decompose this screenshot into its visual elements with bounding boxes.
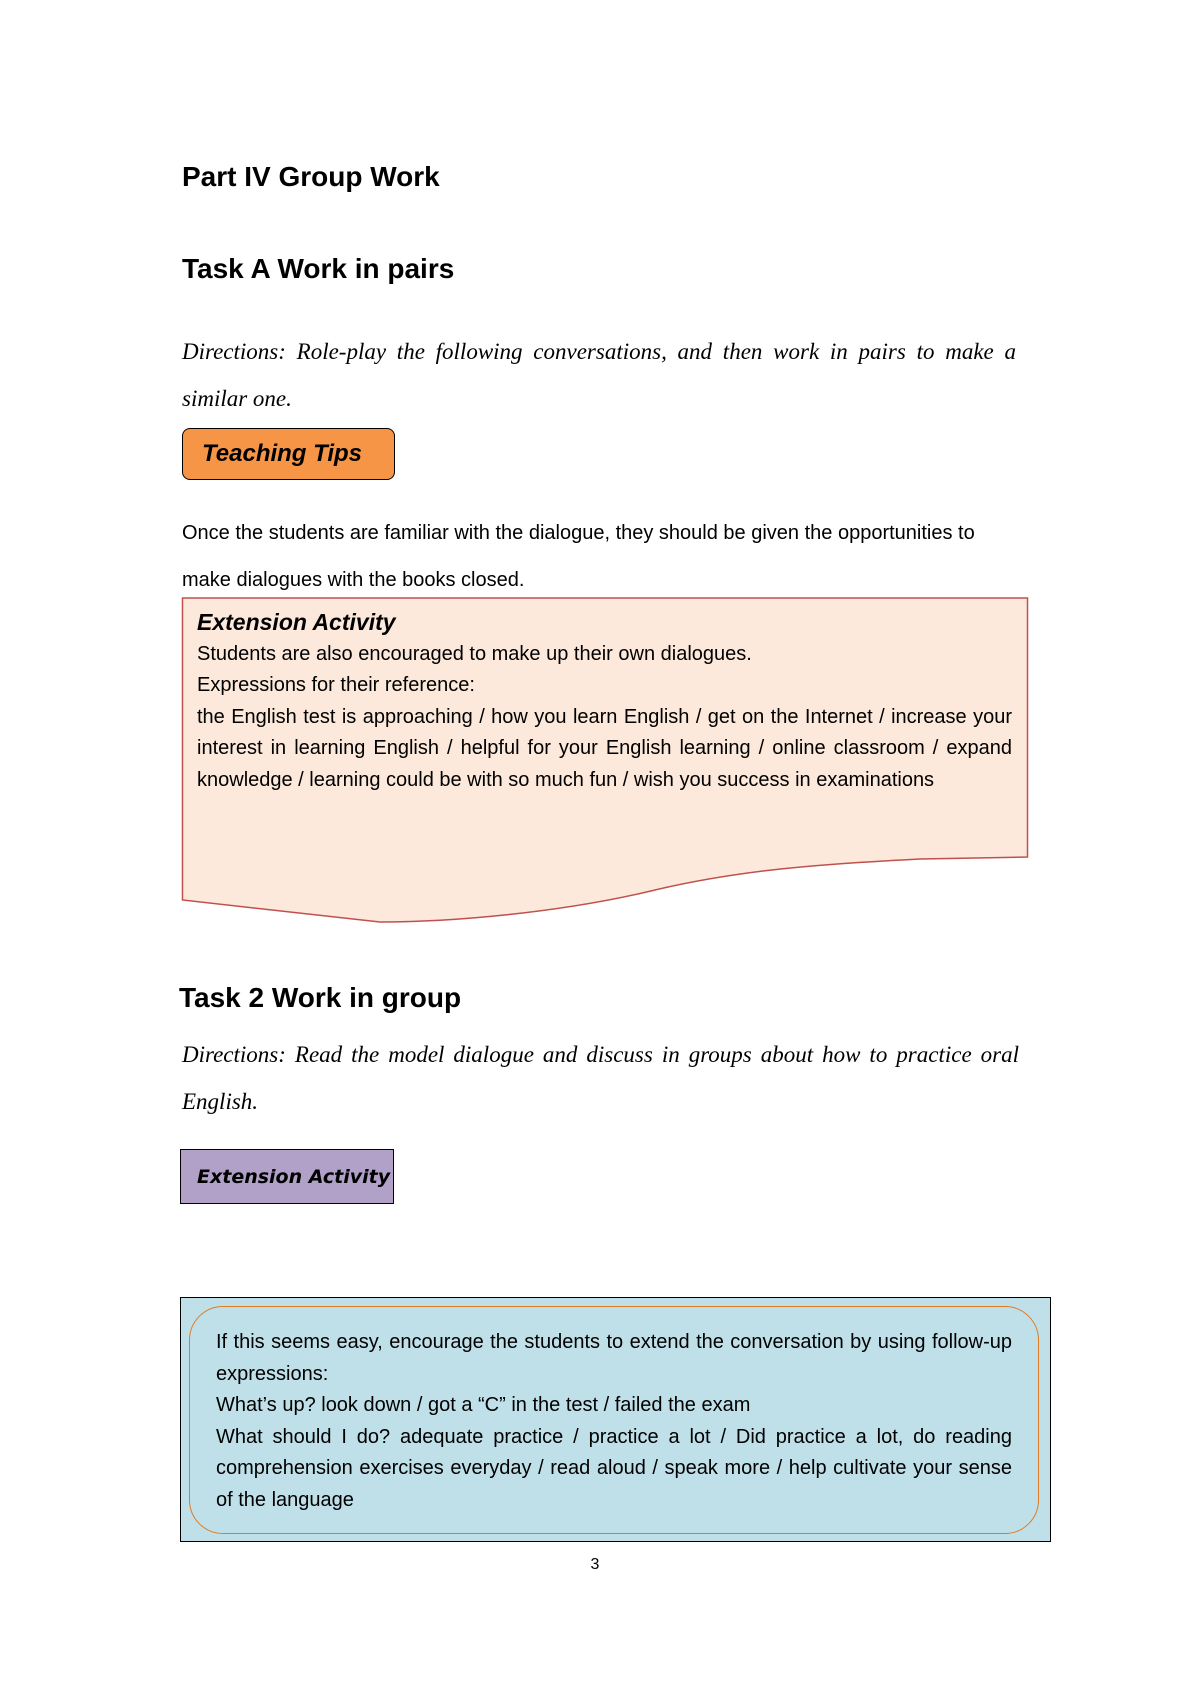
follow-up-line-2: What’s up? look down / got a “C” in the test / failed the exam (216, 1394, 751, 1416)
extension-activity-label-box (180, 1149, 394, 1204)
task-a-directions: Directions: Role-play the following conversations, and then work in pairs to make a similar one. (182, 339, 1016, 411)
follow-up-content (216, 1327, 1012, 1516)
follow-up-para-3: What should I do? adequate practice / practice a lot / Did practice a lot, do reading comprehension exercises everyday / read aloud / speak more / help cultivate your sense of the language (216, 1425, 1012, 1511)
task-2-directions: Directions: Read the model dialogue and discuss in groups about how to practice oral English. (182, 1042, 1019, 1114)
task-a-heading: Task A Work in pairs (182, 253, 455, 284)
extension-expressions: the English test is approaching / how you learn English / get on the Internet / increase your interest in learning English / helpful for your English learning / online classroom / expand knowledge / learning could be with so much fun / wish you success in examinations (197, 705, 1012, 791)
extension-line-2: Expressions for their reference: (197, 674, 475, 696)
extension-activity-label: Extension Activity (197, 1165, 391, 1188)
extension-activity-content (197, 607, 1012, 796)
extension-line-1: Students are also encouraged to make up their own dialogues. (197, 642, 752, 665)
page-number: 3 (590, 1556, 600, 1573)
extension-activity-title: Extension Activity (197, 609, 396, 635)
teaching-tips-text: Once the students are familiar with the dialogue, they should be given the opportunities to make dialogues with the books closed. (182, 522, 975, 591)
follow-up-para-1: If this seems easy, encourage the students to extend the conversation by using follow-up expressions: (216, 1331, 1012, 1385)
part-heading: Part IV Group Work (182, 161, 440, 192)
task-2-heading: Task 2 Work in group (179, 982, 462, 1013)
teaching-tips-label: Teaching Tips (202, 440, 363, 467)
